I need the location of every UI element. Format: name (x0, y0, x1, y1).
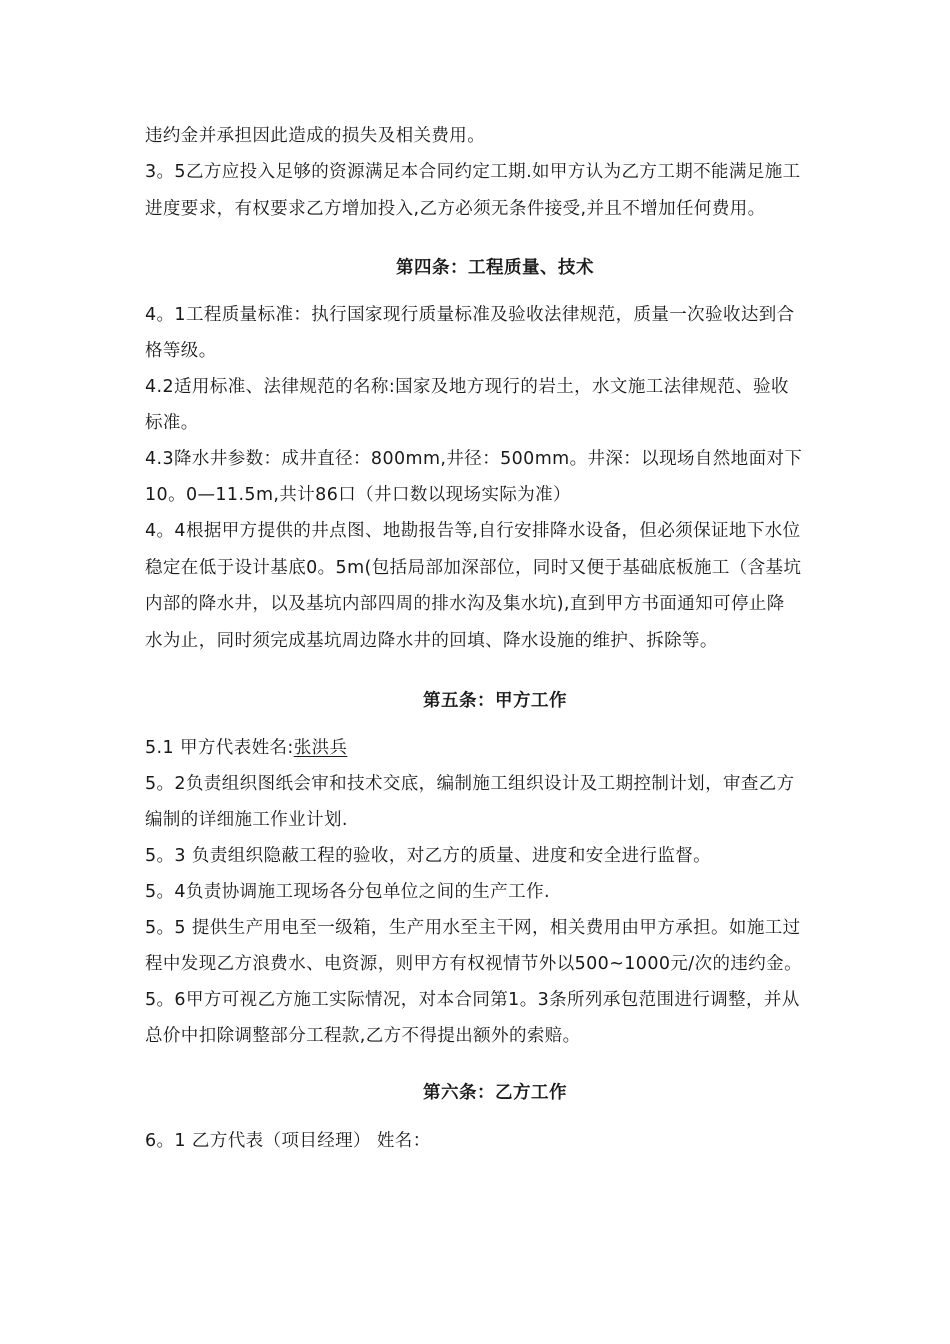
paragraph-line: 内部的降水井，以及基坑内部四周的排水沟及集水坑),直到甲方书面通知可停止降 (145, 594, 785, 614)
paragraph-line: 4.3降水井参数：成井直径：800mm,井径：500mm。井深：以现场自然地面对下 (145, 449, 803, 469)
paragraph-line: 水为止，同时须完成基坑周边降水井的回填、降水设施的维护、拆除等。 (145, 631, 718, 651)
paragraph-line: 编制的详细施工作业计划. (145, 810, 348, 830)
paragraph-line: 5。3 负责组织隐蔽工程的验收，对乙方的质量、进度和安全进行监督。 (145, 846, 712, 866)
paragraph-line: 5。2负责组织图纸会审和技术交底，编制施工组织设计及工期控制计划，审查乙方 (145, 774, 795, 794)
paragraph-line: 4.2适用标准、法律规范的名称:国家及地方现行的岩土，水文施工法律规范、验收 (145, 377, 789, 397)
paragraph-line: 6。1 乙方代表（项目经理） 姓名： (145, 1131, 431, 1151)
paragraph-line: 格等级。 (145, 341, 217, 361)
paragraph-line: 程中发现乙方浪费水、电资源，则甲方有权视情节外以500~1000元/次的违约金。 (145, 954, 802, 974)
paragraph-line: 违约金并承担因此造成的损失及相关费用。 (145, 126, 486, 146)
section-heading-5: 第五条：甲方工作 (423, 691, 567, 711)
paragraph-line: 5。6甲方可视乙方施工实际情况，对本合同第1。3条所列承包范围进行调整，并从 (145, 990, 800, 1010)
rep-line (145, 736, 347, 760)
paragraph-line: 标准。 (145, 413, 199, 433)
paragraph-line: 4。4根据甲方提供的井点图、地勘报告等,自行安排降水设备，但必须保证地下水位 (145, 521, 801, 541)
rep-name: 张洪兵 (293, 738, 348, 758)
paragraph-line: 10。0—11.5m,共计86口（井口数以现场实际为准） (145, 485, 571, 505)
paragraph-line: 5。4负责协调施工现场各分包单位之间的生产工作. (145, 882, 550, 902)
section-heading-6: 第六条：乙方工作 (423, 1083, 567, 1103)
paragraph-line: 稳定在低于设计基底0。5m(包括局部加深部位，同时又便于基础底板施工（含基坑 (145, 558, 802, 578)
paragraph-line: 5。5 提供生产用电至一级箱，生产用水至主干网，相关费用由甲方承担。如施工过 (145, 918, 801, 938)
paragraph-line: 4。1工程质量标准：执行国家现行质量标准及验收法律规范，质量一次验收达到合 (145, 305, 795, 325)
rep-label: 5.1 甲方代表姓名: (145, 738, 294, 758)
paragraph-line: 总价中扣除调整部分工程款,乙方不得提出额外的索赔。 (145, 1026, 581, 1046)
section-heading-4: 第四条：工程质量、技术 (396, 258, 594, 278)
paragraph-line: 3。5乙方应投入足够的资源满足本合同约定工期.如甲方认为乙方工期不能满足施工 (145, 162, 801, 182)
paragraph-line: 进度要求，有权要求乙方增加投入,乙方必须无条件接受,并且不增加任何费用。 (145, 199, 766, 219)
